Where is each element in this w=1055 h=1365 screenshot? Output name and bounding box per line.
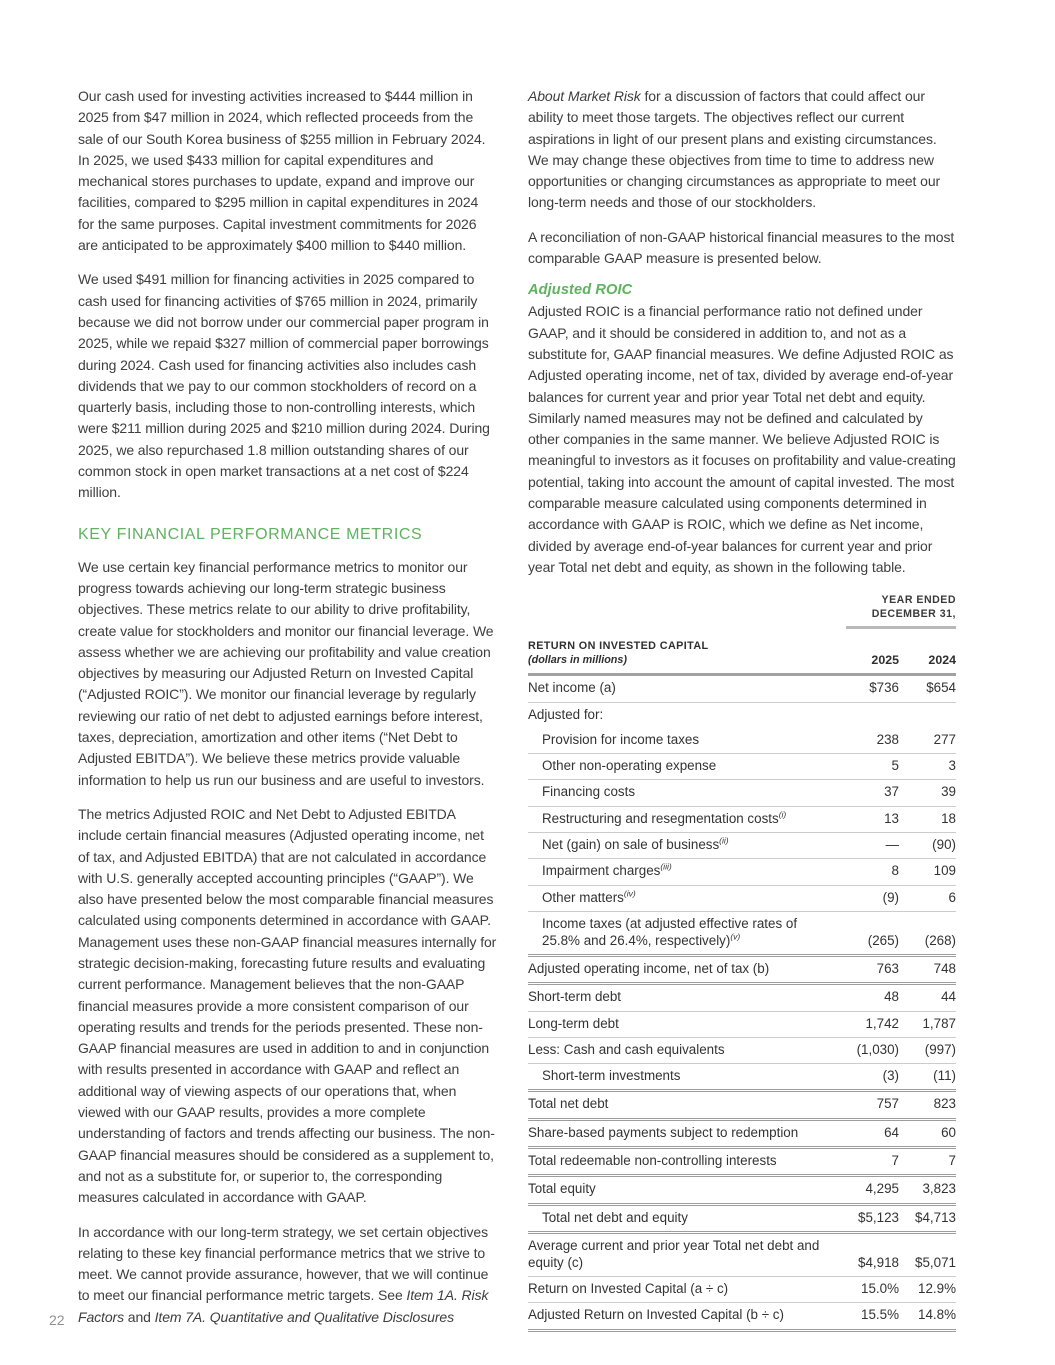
- table-row: [528, 807, 956, 833]
- row-value-2025: 763: [876, 961, 899, 976]
- period-header-rule: [846, 626, 956, 629]
- table-row: [528, 1177, 956, 1205]
- paragraph-non-gaap-measures: The metrics Adjusted ROIC and Net Debt to Adjusted EBITDA include certain financial measures (Adjusted operating income, net of tax, and Adjusted EBITDA) that are not calculated in accordance with U.S. generally accepted accounting principles (“GAAP”). We also have presented below the most comparable financial measures calculated using components determined in accordance with GAAP. Management uses these non-GAAP financial measures internally for strategic decision-making, forecasting future results and evaluating current performance. Management believes that the non-GAAP financial measures provide a more consistent comparison of our operating results and trends for the periods presented. These non-GAAP financial measures are used in addition to and in conjunction with results presented in accordance with GAAP and reflect an additional way of viewing aspects of our operations that, when viewed with our GAAP results, provides a more complete understanding of factors and trends affecting our business. The non-GAAP financial measures should be considered as a supplement to, and not as a substitute for, or superior to, the corresponding measures calculated in accordance with GAAP.: [78, 805, 497, 1206]
- row-label-text: Total redeemable non-controlling interests: [528, 1153, 777, 1169]
- row-label-text: Impairment charges: [542, 863, 661, 879]
- row-label-text: Income taxes (at adjusted effective rates of 25.8% and 26.4%, respectively): [542, 915, 798, 948]
- row-label-text: Long-term debt: [528, 1015, 619, 1031]
- row-footnote-marker: (iii): [660, 861, 672, 872]
- row-label: [528, 1096, 833, 1113]
- row-label-text: Provision for income taxes: [542, 731, 700, 747]
- paragraph-adjusted-roic-definition: Adjusted ROIC is a financial performance ratio not defined under GAAP, and it should be considered in addition to, and not as a substitute for, GAAP financial measures. We define Adjusted ROIC as Adjusted operating income, net of tax, divided by average end-of-year balances for current year and prior year Total net debt and equity. Similarly named measures may not be defined and calculated by other companies in the same manner. We believe Adjusted ROIC is meaningful to investors as it focuses on profitability and value-creating potential, taking into account the amount of capital invested. The most comparable measure calculated using components determined in accordance with GAAP is ROIC, which we define as Net income, divided by average end-of-year balances for current year and prior year Total net debt and equity, as shown in the following table.: [528, 303, 956, 575]
- row-label: [528, 707, 833, 724]
- row-label: [528, 784, 833, 801]
- row-label-text: Restructuring and resegmentation costs: [542, 810, 779, 826]
- table-row: [528, 886, 956, 912]
- paragraph-metrics-overview: We use certain key financial performance metrics to monitor our progress towards achieving our long-term strategic business objectives. These metrics relate to our ability to drive profitability, create value for stockholders and monitor our financial leverage. We assess whether we are achieving our profitability and value creation objectives by measuring our Adjusted Return on Invested Capital (“Adjusted ROIC”). We monitor our financial leverage by regularly reviewing our ratio of net debt to adjusted earnings before interest, taxes, depreciation, amortization and other items (“Net Debt to Adjusted EBITDA”). We believe these metrics provide valuable information to help us run our business and are useful to investors.: [78, 558, 494, 788]
- table-row: [528, 912, 956, 957]
- row-label-text: Total equity: [528, 1181, 596, 1197]
- row-label: [528, 1238, 833, 1272]
- row-label: [528, 732, 833, 749]
- item-7a-reference: Item 7A. Quantitative and Qualitative Disclosures: [154, 1308, 454, 1325]
- period-header-line2: DECEMBER 31,: [871, 607, 956, 620]
- market-risk-text: for a discussion of factors that could affect our ability to meet those targets. The objectives reflect our current aspirations in light of our present plans and existing circumstances. We may change these objectives from time to time to address new opportunities or changing circumstances as appropriate to meet our long-term needs and those of our stockholders.: [528, 88, 941, 211]
- row-value-2024: (11): [933, 1068, 956, 1084]
- row-label: [528, 1281, 833, 1298]
- row-value-2024: $654: [926, 680, 956, 696]
- row-value-2024: 12.9%: [918, 1281, 956, 1297]
- row-value-2024: 277: [933, 731, 956, 747]
- row-value-2024: (90): [932, 837, 956, 853]
- row-label-text: Average current and prior year Total net debt and equity (c): [528, 1237, 820, 1270]
- left-column: [78, 86, 498, 1341]
- row-value-2025: (3): [882, 1068, 899, 1084]
- row-label-text: Other non-operating expense: [542, 758, 717, 774]
- row-value-2024: 3,823: [922, 1181, 956, 1197]
- strategy-text: In accordance with our long-term strategy, we set certain objectives relating to these key financial performance metrics that we strive to meet. We cannot provide assurance, however, that we will continue to meet our financial performance metric targets. See: [78, 1223, 489, 1304]
- table-title-block: [528, 640, 833, 667]
- row-value-2025: (9): [882, 889, 899, 905]
- row-footnote-marker: (iv): [623, 888, 636, 899]
- row-value-2025: 15.0%: [861, 1281, 899, 1297]
- row-label-text: Net income (a): [528, 680, 616, 696]
- row-value-2024: 109: [933, 863, 956, 879]
- paragraph-long-term-strategy: [78, 1222, 498, 1328]
- row-footnote-marker: (i): [778, 809, 787, 820]
- row-label: [528, 863, 833, 880]
- table-row: [528, 754, 956, 780]
- table-header-row: [528, 640, 956, 676]
- row-value-2025: 1,742: [865, 1015, 899, 1031]
- item-1a-risk-factors-reference: Item 1A. Risk Factors: [78, 1287, 489, 1325]
- table-row: [528, 1149, 956, 1177]
- row-footnote-marker: (ii): [719, 835, 729, 846]
- row-value-2025: 13: [884, 810, 899, 826]
- row-footnote-marker: (v): [730, 931, 741, 942]
- strategy-text-and: and: [123, 1308, 155, 1325]
- row-label: [528, 1016, 833, 1033]
- row-label-text: Less: Cash and cash equivalents: [528, 1041, 725, 1057]
- row-label-text: Total net debt and equity: [542, 1209, 688, 1225]
- row-value-2025: 48: [884, 989, 899, 1005]
- row-label: [528, 916, 833, 950]
- table-row: [528, 1303, 956, 1331]
- table-subtitle: (dollars in millions): [528, 654, 627, 667]
- table-period-header: [528, 594, 956, 629]
- table-row: [528, 1206, 956, 1234]
- row-label: [528, 1181, 833, 1198]
- row-value-2025: 7: [891, 1153, 899, 1169]
- row-label: [528, 811, 833, 828]
- row-label: [528, 961, 833, 978]
- row-value-2025: 238: [876, 731, 899, 747]
- right-column: [528, 86, 956, 1332]
- table-row: [528, 1277, 956, 1303]
- table-title: RETURN ON INVESTED CAPITAL: [528, 640, 709, 653]
- page-number: 22: [49, 1312, 65, 1328]
- row-label: [528, 1210, 833, 1227]
- row-value-2024: $5,071: [915, 1254, 956, 1270]
- row-value-2025: —: [885, 837, 899, 853]
- row-value-2024: 1,787: [922, 1015, 956, 1031]
- row-value-2025: 8: [891, 863, 899, 879]
- row-value-2024: $4,713: [915, 1209, 956, 1225]
- subheading-adjusted-roic: Adjusted ROIC: [528, 282, 633, 299]
- row-value-2025: 64: [884, 1124, 899, 1140]
- table-row: [528, 833, 956, 859]
- row-label: [528, 1042, 833, 1059]
- table-row: [528, 1234, 956, 1277]
- row-label: [528, 758, 833, 775]
- row-label-text: Short-term debt: [528, 989, 622, 1005]
- row-value-2024: 60: [941, 1124, 956, 1140]
- row-label-text: Adjusted operating income, net of tax (b): [528, 961, 770, 976]
- period-header-line1: YEAR ENDED: [881, 594, 956, 607]
- row-value-2025: (1,030): [856, 1041, 899, 1057]
- row-value-2025: $4,918: [858, 1254, 899, 1270]
- row-label: [528, 680, 833, 697]
- row-label-text: Short-term investments: [542, 1068, 681, 1084]
- row-value-2024: 7: [948, 1153, 956, 1169]
- row-label-text: Financing costs: [542, 784, 636, 800]
- row-value-2025: 5: [891, 758, 899, 774]
- paragraph-market-risk: [528, 86, 956, 214]
- row-label: [528, 989, 833, 1006]
- row-label: [528, 1125, 833, 1142]
- table-row: [528, 780, 956, 806]
- table-row: [528, 676, 956, 702]
- roic-table: [528, 594, 956, 1331]
- row-label: [528, 837, 833, 854]
- table-row: [528, 1121, 956, 1149]
- row-label-text: Share-based payments subject to redemption: [528, 1124, 799, 1140]
- row-value-2024: 6: [948, 889, 956, 905]
- row-value-2025: 15.5%: [861, 1307, 899, 1323]
- row-label: [528, 890, 833, 907]
- row-value-2024: 18: [941, 810, 956, 826]
- paragraph-reconciliation: A reconciliation of non-GAAP historical financial measures to the most comparable GAAP measure is presented below.: [528, 228, 955, 267]
- row-label: [528, 1153, 833, 1170]
- row-value-2025: $736: [869, 680, 899, 696]
- about-market-risk-reference: About Market Risk: [528, 88, 641, 104]
- row-value-2024: 14.8%: [918, 1307, 956, 1323]
- row-label-text: Other matters: [542, 889, 624, 905]
- table-row: [528, 859, 956, 885]
- roic-table-body: [528, 676, 956, 1331]
- row-value-2025: 37: [884, 784, 899, 800]
- row-label-text: Total net debt: [528, 1096, 609, 1112]
- row-value-2025: (265): [867, 932, 899, 948]
- section-heading-key-financial-performance-metrics: KEY FINANCIAL PERFORMANCE METRICS: [78, 525, 423, 543]
- column-header-2024: 2024: [928, 653, 956, 668]
- row-label-text: Adjusted Return on Invested Capital (b ÷ c): [528, 1307, 784, 1323]
- row-label: [528, 1307, 833, 1324]
- table-row: [528, 1092, 956, 1120]
- row-value-2025: 757: [876, 1096, 899, 1112]
- row-value-2025: 4,295: [865, 1181, 899, 1197]
- table-row: [528, 957, 956, 985]
- row-value-2025: $5,123: [858, 1209, 899, 1225]
- row-label-text: Net (gain) on sale of business: [542, 837, 720, 853]
- row-label: [528, 1068, 833, 1085]
- paragraph-financing-activities: We used $491 million for financing activities in 2025 compared to cash used for financing activities of $765 million in 2024, primarily because we did not borrow under our commercial paper program in 2025, while we repaid $327 million of commercial paper borrowings during 2024. Cash used for financing activities also includes cash dividends that we pay to our common stockholders of record on a quarterly basis, including those to non-controlling interests, which were $211 million during 2025 and $210 million during 2024. During 2025, we also repurchased 1.8 million outstanding shares of our common stock in open market transactions at a net cost of $224 million.: [78, 271, 490, 501]
- row-value-2024: 44: [941, 989, 956, 1005]
- column-header-2025: 2025: [871, 653, 899, 668]
- row-value-2024: 3: [948, 758, 956, 774]
- table-row: [528, 1038, 956, 1064]
- row-value-2024: (997): [924, 1041, 956, 1057]
- paragraph-investing-activities: Our cash used for investing activities increased to $444 million in 2025 from $47 million in 2024, which reflected proceeds from the sale of our South Korea business of $255 million in February 2024. In 2025, we used $433 million for capital expenditures and mechanical stores purchases to update, expand and improve our facilities, compared to $295 million in capital expenditures in 2024 for the same purposes. Capital investment commitments for 2026 are anticipated to be approximately $400 million to $440 million.: [78, 88, 486, 254]
- table-row: [528, 1064, 956, 1092]
- row-label-text: Return on Invested Capital (a ÷ c): [528, 1281, 729, 1297]
- table-row: [528, 985, 956, 1011]
- table-row: [528, 728, 956, 754]
- row-value-2024: 748: [933, 961, 956, 976]
- row-value-2024: 823: [933, 1096, 956, 1112]
- row-value-2024: (268): [924, 932, 956, 948]
- row-label-text: Adjusted for:: [528, 706, 604, 722]
- table-row: [528, 703, 956, 728]
- row-value-2024: 39: [941, 784, 956, 800]
- table-row: [528, 1012, 956, 1038]
